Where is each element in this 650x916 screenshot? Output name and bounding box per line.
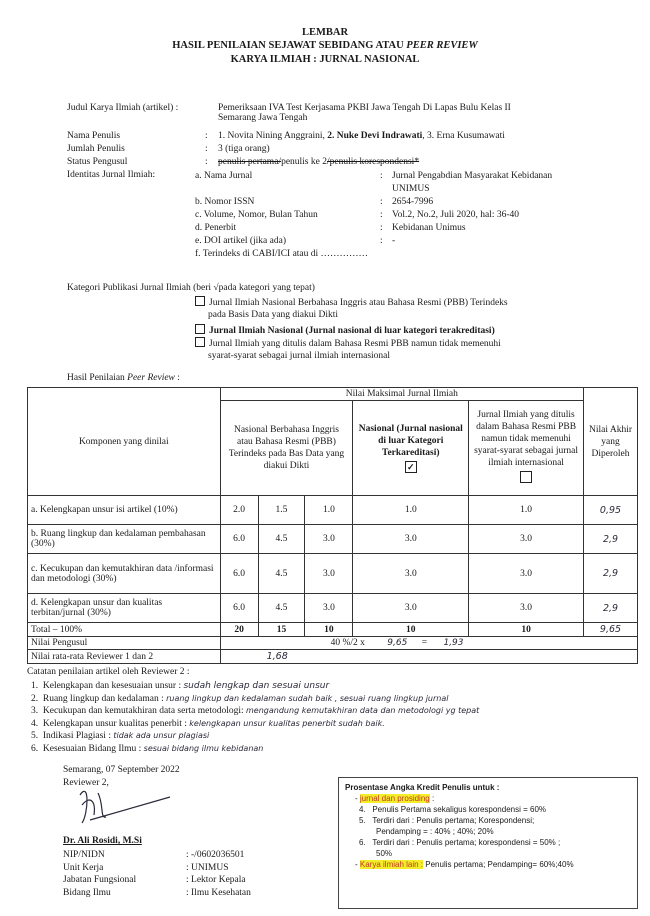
head-col3: Jurnal Ilmiah yang ditulis dalam Bahasa Resmi PBB namun tidak memenuhi syarat-syarat sebagai jurnal ilmiah internasional: [469, 401, 584, 496]
jurnal-row: d. Penerbit : Kebidanan Unimus: [195, 223, 466, 233]
jumlah-value: 3 (tiga orang): [218, 144, 270, 154]
table-row-rata: Nilai rata-rata Reviewer 1 dan 2 1,68: [28, 650, 638, 664]
kategori-option-3[interactable]: Jurnal Ilmiah yang ditulis dalam Bahasa Resmi PBB namun tidak memenuhi syarat-syarat sebagai jurnal ilmiah internasional: [195, 337, 501, 362]
jurnal-row: b. Nomor ISSN : 2654-7996: [195, 197, 434, 207]
jurnal-row: UNIMUS: [392, 184, 430, 194]
signature-image: [60, 775, 180, 835]
hasil-label: Hasil Penilaian Peer Review :: [67, 373, 180, 383]
jurnal-row: c. Volume, Nomor, Bulan Tahun : Vol.2, No.2, Juli 2020, hal: 36-40: [195, 210, 520, 220]
list-item: 2. Ruang lingkup dan kedalaman : ruang lingkup dan kedalaman sudah baik , sesuai ruang lingkup jurnal: [31, 693, 449, 704]
table-row: b. Ruang lingkup dan kedalaman pembahasan (30%) 6.0 4.5 3.0 3.0 3.0 2,9: [28, 525, 638, 554]
judul-label: Judul Karya Ilmiah (artikel) :: [67, 103, 179, 113]
list-item: 6. Kesesuaian Bidang Ilmu : sesuai bidang ilmu kebidanan: [31, 743, 264, 754]
reviewer-label: Reviewer 2,: [63, 778, 109, 788]
head-col2: Nasional (Jurnal nasional di luar Kategori Terkareditasi) ✓: [353, 401, 469, 496]
place-date: Semarang, 07 September 2022: [63, 765, 180, 775]
kredit-box: Prosentase Angka Kredit Penulis untuk : - jurnal dan prosiding : 4. Penulis Pertama sekaligus korespondensi = 60% 5. Terdiri dari : Penulis pertama; Korespondensi; Pendamping = : 40% ; 40%; 20% 6. Terdiri dari : Penulis pertama; korespondensi = 50% ; 50% - Karya ilmiah lain : Penulis pertama; Pendamping= 60%;40%: [338, 777, 638, 909]
head-komponen: Komponen yang dinilai: [28, 388, 221, 496]
checkbox-icon[interactable]: [195, 324, 205, 334]
detail-row: Unit Kerja : UNIMUS: [63, 862, 229, 873]
list-item: 4. Kelengkapan unsur kualitas penerbit : kelengkapan unsur kualitas penerbit sudah baik.: [31, 718, 385, 729]
table-row: d. Kelengkapan unsur dan kualitas terbitan/jurnal (30%) 6.0 4.5 3.0 3.0 3.0 2,9: [28, 594, 638, 623]
jurnal-identity-list: [195, 170, 635, 261]
jurnal-row: a. Nama Jurnal : Jurnal Pengabdian Masyarakat Kebidanan: [195, 171, 553, 181]
list-item: 3. Kecukupan dan kemutakhiran data serta metodologi: mengandung kemutakhiran data dan metodologi yg tepat: [31, 706, 480, 716]
reviewer-name: Dr. Ali Rosidi, M.Si: [63, 836, 142, 846]
checkbox-icon[interactable]: [520, 471, 532, 483]
jurnal-row: e. DOI artikel (jika ada) : -: [195, 236, 396, 246]
status-label: Status Pengusul: [67, 157, 128, 167]
jumlah-label: Jumlah Penulis: [67, 144, 125, 154]
jurnal-identity-label: Identitas Jurnal Ilmiah:: [67, 170, 156, 180]
head-max: Nilai Maksimal Jurnal Ilmiah: [220, 388, 583, 401]
kredit-title: Prosentase Angka Kredit Penulis untuk :: [345, 783, 500, 792]
catatan-list: [31, 680, 641, 755]
score-table: [27, 387, 638, 664]
penulis-label: Nama Penulis: [67, 131, 121, 141]
header-subtitle-2: KARYA ILMIAH : JURNAL NASIONAL: [230, 54, 420, 65]
head-col1: Nasional Berbahasa Inggris atau Bahasa Resmi (PBB) Terindeks pada Bas Data yang diakui Dikti: [220, 401, 353, 496]
judul-value: Pemeriksaan IVA Test Kerjasama PKBI Jawa Tengah Di Lapas Bulu Kelas II Semarang Jawa Tengah: [218, 103, 511, 123]
checkbox-icon[interactable]: [195, 337, 205, 347]
table-row-total: Total – 100% 20 15 10 10 10 9,65: [28, 623, 638, 637]
catatan-title: Catatan penilaian artikel oleh Reviewer 2 :: [27, 667, 190, 677]
table-row: c. Kecukupan dan kemutakhiran data /informasi dan metodologi (30%) 6.0 4.5 3.0 3.0 3.0 2,9: [28, 554, 638, 594]
reviewer-details: [63, 849, 323, 899]
checkbox-checked-icon[interactable]: ✓: [405, 461, 417, 473]
head-nilai: Nilai Akhir yang Diperoleh: [583, 388, 637, 496]
detail-row: Bidang Ilmu : Ilmu Kesehatan: [63, 887, 251, 898]
penulis-value: 1. Novita Nining Anggraini, 2. Nuke Devi Indrawati, 3. Erna Kusumawati: [218, 131, 505, 141]
header-subtitle: HASIL PENILAIAN SEJAWAT SEBIDANG ATAU PEER REVIEW: [172, 40, 478, 51]
detail-row: NIP/NIDN : -/0602036501: [63, 850, 245, 860]
list-item: 1. Kelengkapan dan kesesuaian unsur : sudah lengkap dan sesuai unsur: [31, 681, 330, 691]
header-title: LEMBAR: [301, 27, 349, 38]
table-row-pengusul: Nilai Pengusul 40 %/2 x 9,65 = 1,93: [28, 637, 638, 650]
jurnal-row: f. Terindeks di CABI/ICI atau di ……………: [195, 249, 369, 259]
checkbox-icon[interactable]: [195, 296, 205, 306]
kategori-option-1[interactable]: Jurnal Ilmiah Nasional Berbahasa Inggris atau Bahasa Resmi (PBB) Terindeks pada Basis Data yang diakui Dikti: [195, 296, 508, 321]
table-row: a. Kelengkapan unsur isi artikel (10%) 2.0 1.5 1.0 1.0 1.0 0,95: [28, 496, 638, 525]
status-value: penulis pertama/penulis ke 2/penulis korespondensi*: [218, 157, 420, 167]
kategori-option-2[interactable]: Jurnal Ilmiah Nasional (Jurnal nasional di luar kategori terakreditasi): [195, 324, 495, 336]
list-item: 5. Indikasi Plagiasi : tidak ada unsur plagiasi: [31, 731, 210, 741]
kategori-title: Kategori Publikasi Jurnal Ilmiah (beri √pada kategori yang tepat): [67, 283, 315, 293]
detail-row: Jabatan Fungsional : Lektor Kepala: [63, 875, 246, 885]
